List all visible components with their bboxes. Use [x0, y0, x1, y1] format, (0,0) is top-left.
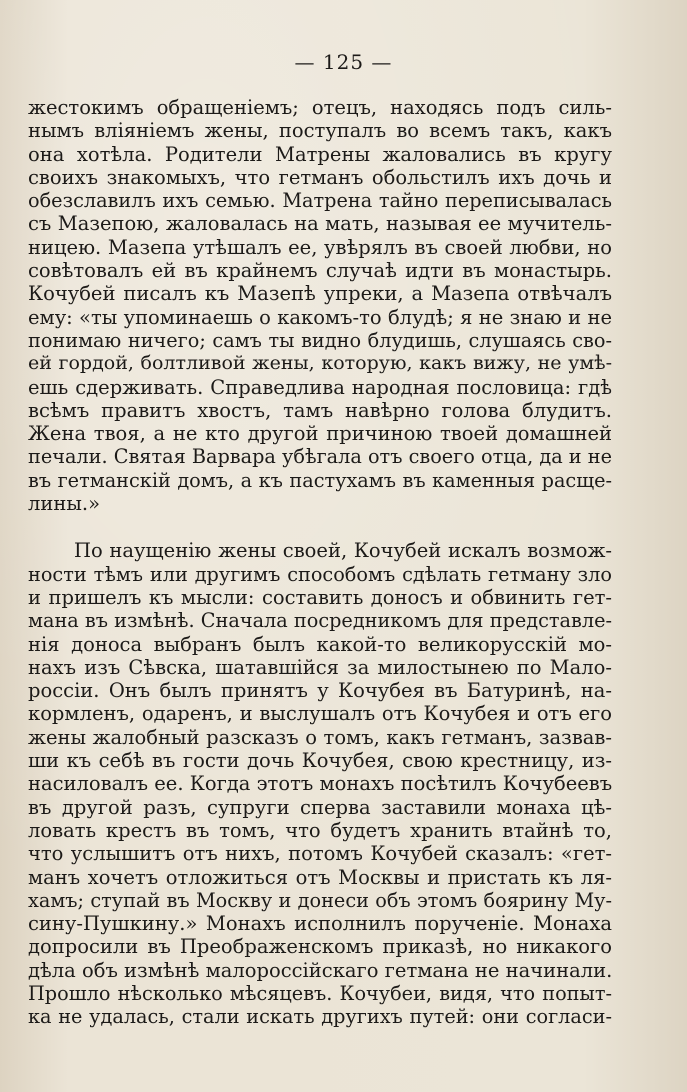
- text-line: ему: «ты упоминаешь о какомъ-то блудѣ; я не знаю и не: [28, 305, 612, 329]
- text-line: жены жалобный разсказъ о томъ, какъ гетманъ, зазвав-: [28, 725, 612, 749]
- text-line: нія доноса выбранъ былъ какой-то великорусскій мо-: [28, 632, 612, 656]
- text-line: ловать крестъ въ томъ, что будетъ хранить втайнѣ то,: [28, 818, 612, 842]
- text-line: Жена твоя, а не кто другой причиною твоей домашней: [28, 422, 612, 446]
- text-line: россіи. Онъ былъ принятъ у Кочубея въ Батуринѣ, на-: [28, 679, 612, 703]
- text-line: кормленъ, одаренъ, и выслушалъ отъ Кочубея и отъ его: [28, 702, 612, 726]
- paragraph-gap: [28, 515, 612, 539]
- text-line: дѣла объ измѣнѣ малороссійскаго гетмана не начинали.: [28, 958, 613, 982]
- text-line: печали. Святая Варвара убѣгала отъ своего отца, да и не: [28, 445, 612, 469]
- text-line: въ гетманскій домъ, а къ пастухамъ въ каменныя расще-: [28, 468, 612, 492]
- text-line: ей гордой, болтливой жены, которую, какъ вижу, не умѣ-: [28, 352, 612, 375]
- text-line: понимаю ничего; самъ ты видно блудишь, слушаясь сво-: [28, 328, 612, 352]
- body-text: [28, 96, 612, 1029]
- text-line: съ Мазепою, жаловалась на мать, называя ее мучитель-: [28, 212, 612, 236]
- text-line: Кочубей писалъ къ Мазепѣ упреки, а Мазепа отвѣчалъ: [28, 282, 612, 306]
- text-line: жестокимъ обращеніемъ; отецъ, находясь подъ силь-: [28, 96, 612, 119]
- paragraph-1: [28, 96, 612, 515]
- text-line: насиловалъ ее. Когда этотъ монахъ посѣтилъ Кочубеевъ: [28, 772, 613, 796]
- text-line: и пришелъ къ мысли: составить доносъ и обвинить гет-: [28, 585, 612, 609]
- text-line: По наущенію жены своей, Кочубей искалъ возмож-: [74, 539, 612, 563]
- text-line: Прошло нѣсколько мѣсяцевъ. Кочубеи, видя, что попыт-: [28, 981, 612, 1005]
- text-line: ка не удалась, стали искать другихъ путей: они согласи-: [28, 1005, 612, 1029]
- text-line: лины.»: [28, 492, 101, 516]
- text-line: совѣтовалъ ей въ крайнемъ случаѣ идти въ монастырь.: [28, 259, 612, 283]
- paragraph-2: [28, 539, 612, 1028]
- text-line: всѣмъ правитъ хвостъ, тамъ навѣрно голова блудитъ.: [28, 398, 612, 422]
- text-line: ешь сдерживать. Справедлива народная пословица: гдѣ: [28, 375, 612, 399]
- text-line: ности тѣмъ или другимъ способомъ сдѣлать гетману зло: [28, 562, 612, 586]
- text-line: нахъ изъ Сѣвска, шатавшійся за милостынею по Мало-: [28, 655, 612, 679]
- text-line: ницею. Мазепа утѣшалъ ее, увѣрялъ въ своей любви, но: [28, 235, 612, 259]
- text-line: обезславилъ ихъ семью. Матрена тайно переписывалась: [28, 189, 612, 213]
- text-line: мана въ измѣнѣ. Сначала посредникомъ для представле-: [28, 609, 612, 633]
- text-line: ши къ себѣ въ гости дочь Кочубея, свою крестницу, из-: [28, 749, 612, 773]
- text-line: своихъ знакомыхъ, что гетманъ обольстилъ ихъ дочь и: [28, 165, 612, 189]
- text-line: что услышитъ отъ нихъ, потомъ Кочубей сказалъ: «гет-: [28, 842, 612, 866]
- text-line: допросили въ Преображенскомъ приказѣ, но никакого: [28, 935, 612, 959]
- text-line: въ другой разъ, супруги сперва заставили монаха цѣ-: [28, 795, 612, 819]
- text-line: нымъ вліяніемъ жены, поступалъ во всемъ такъ, какъ: [28, 119, 612, 143]
- text-line: сину-Пушкину.» Монахъ исполнилъ порученіе. Монаха: [28, 912, 612, 936]
- text-line: хамъ; ступай въ Москву и донеси объ этомъ боярину Му-: [28, 888, 612, 912]
- text-line: она хотѣла. Родители Матрены жаловались въ кругу: [28, 142, 612, 166]
- text-line: манъ хочетъ отложиться отъ Москвы и пристать къ ля-: [28, 865, 612, 889]
- page-number: — 125 —: [294, 50, 393, 74]
